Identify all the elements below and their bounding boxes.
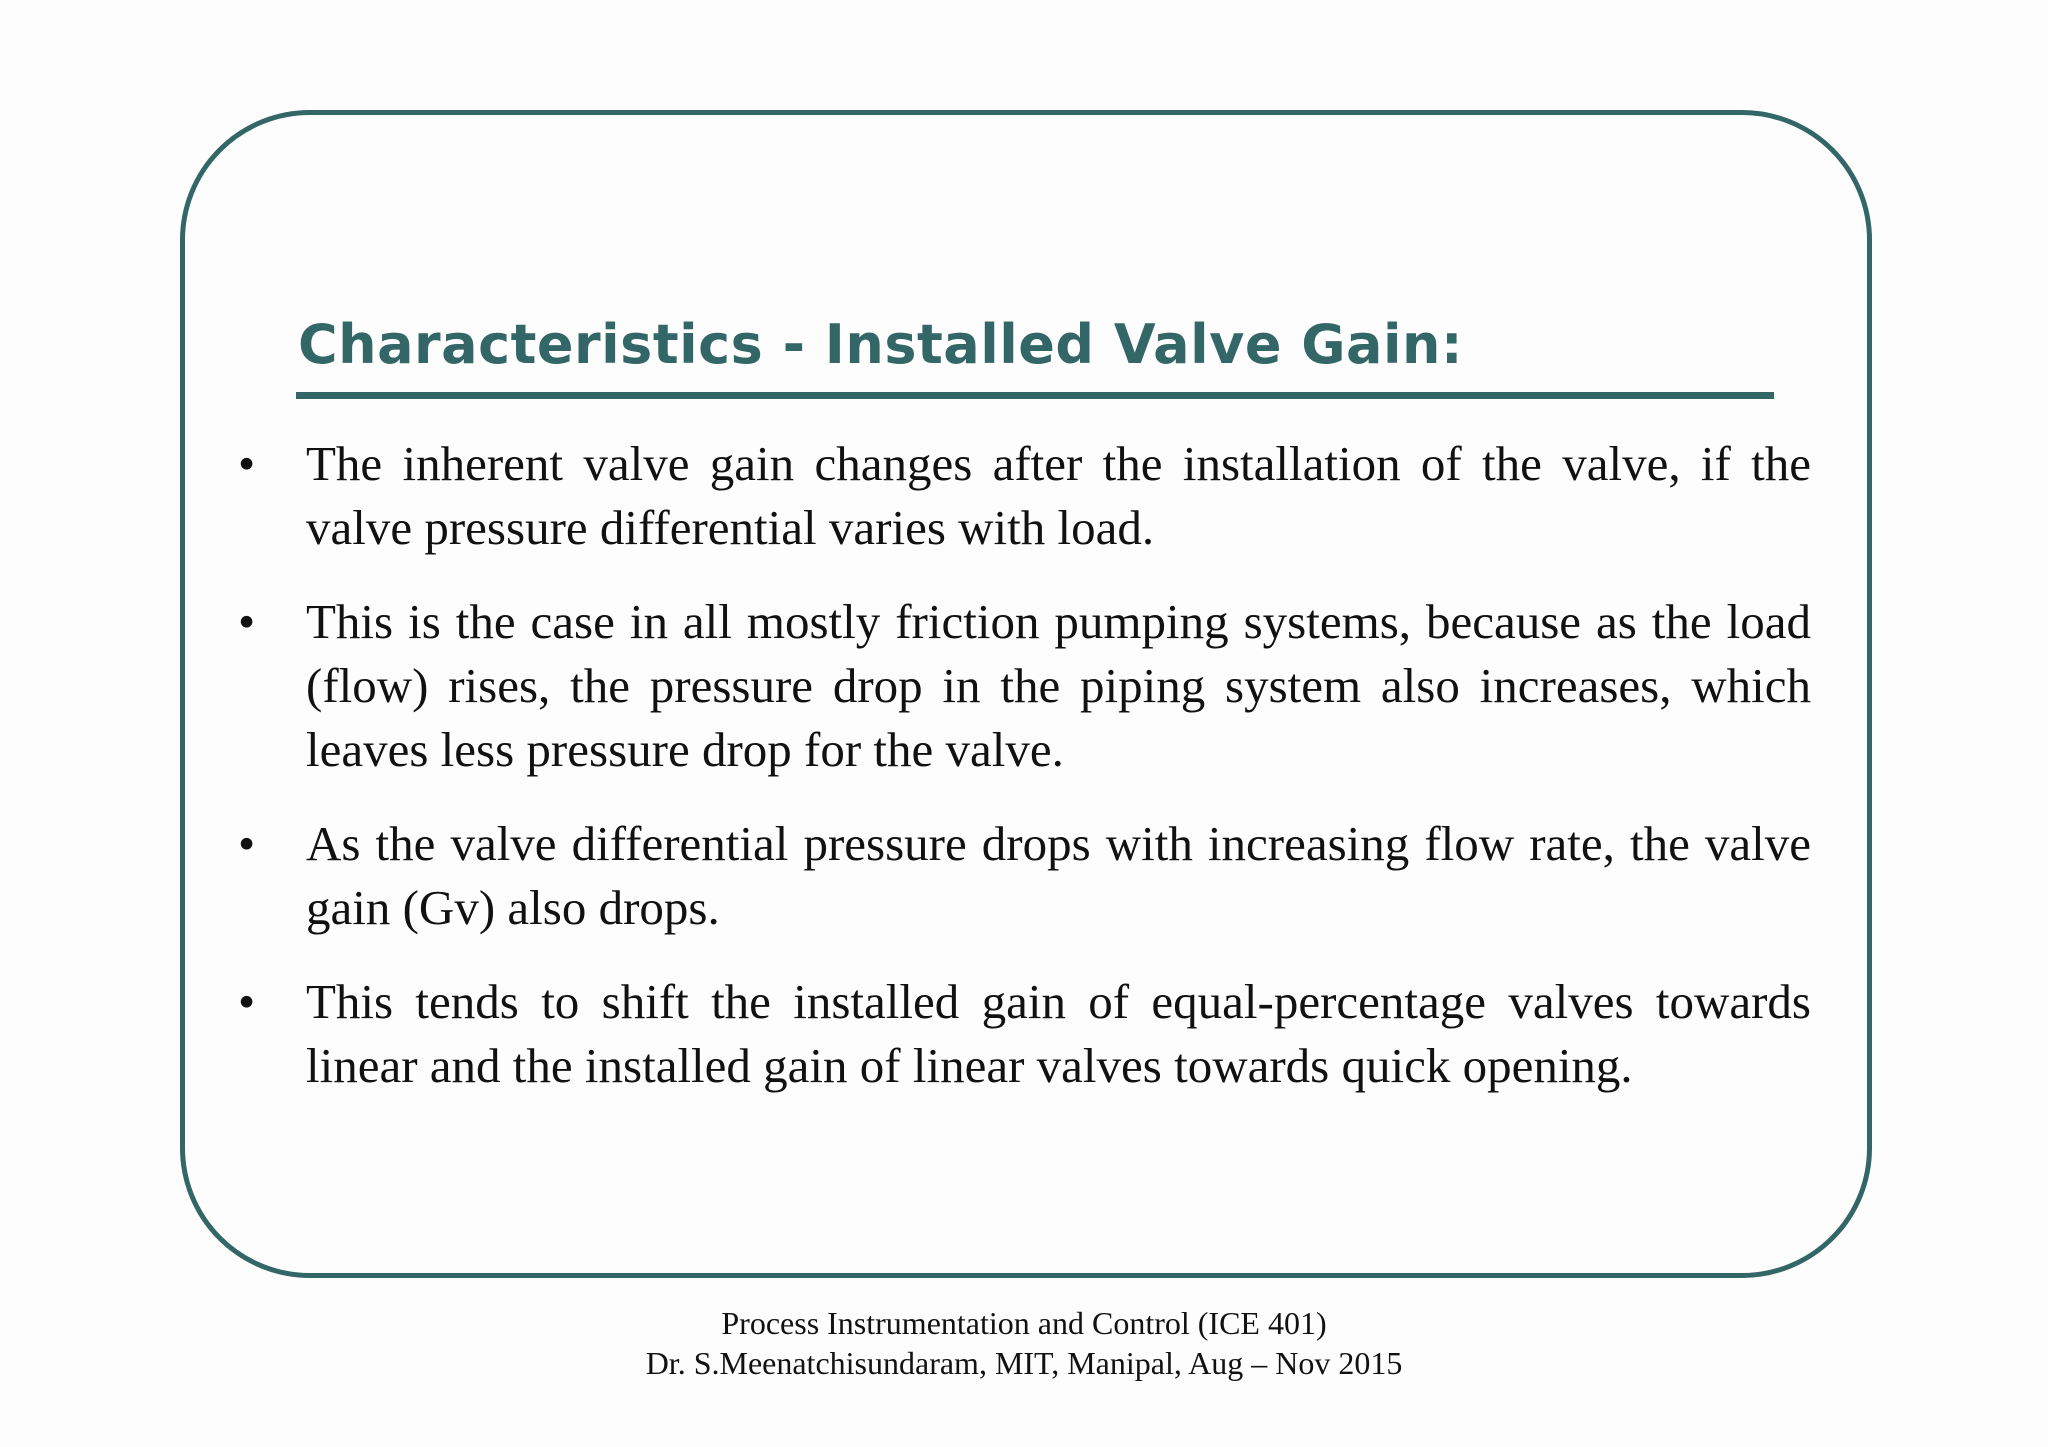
bullet-list: [236, 432, 1811, 1128]
bullet-dot-icon: •: [238, 816, 256, 871]
title-underline: [296, 392, 1774, 399]
footer-author: Dr. S.Meenatchisundaram, MIT, Manipal, Aug – Nov 2015: [645, 1345, 1403, 1381]
bullet-item: [236, 812, 1811, 940]
bullet-item: [236, 432, 1811, 560]
slide-title: Characteristics - Installed Valve Gain:: [298, 313, 1464, 376]
bullet-text: This tends to shift the installed gain of equal-percentage valves towards linear and the installed gain of linear valves towards quick opening.: [306, 974, 1811, 1093]
bullet-dot-icon: •: [238, 974, 256, 1029]
footer-course: Process Instrumentation and Control (ICE 401): [721, 1305, 1327, 1341]
bullet-text: As the valve differential pressure drops with increasing flow rate, the valve gain (Gv) also drops.: [306, 816, 1811, 935]
bullet-text: This is the case in all mostly friction pumping systems, because as the load (flow) rises, the pressure drop in the piping system also increases, which leaves less pressure drop for the valve.: [306, 594, 1811, 777]
bullet-dot-icon: •: [238, 436, 256, 491]
bullet-item: [236, 590, 1811, 782]
bullet-text: The inherent valve gain changes after the installation of the valve, if the valve pressure differential varies with load.: [306, 436, 1811, 555]
bullet-dot-icon: •: [238, 594, 256, 649]
bullet-item: [236, 970, 1811, 1098]
slide-footer: [0, 1303, 2048, 1383]
